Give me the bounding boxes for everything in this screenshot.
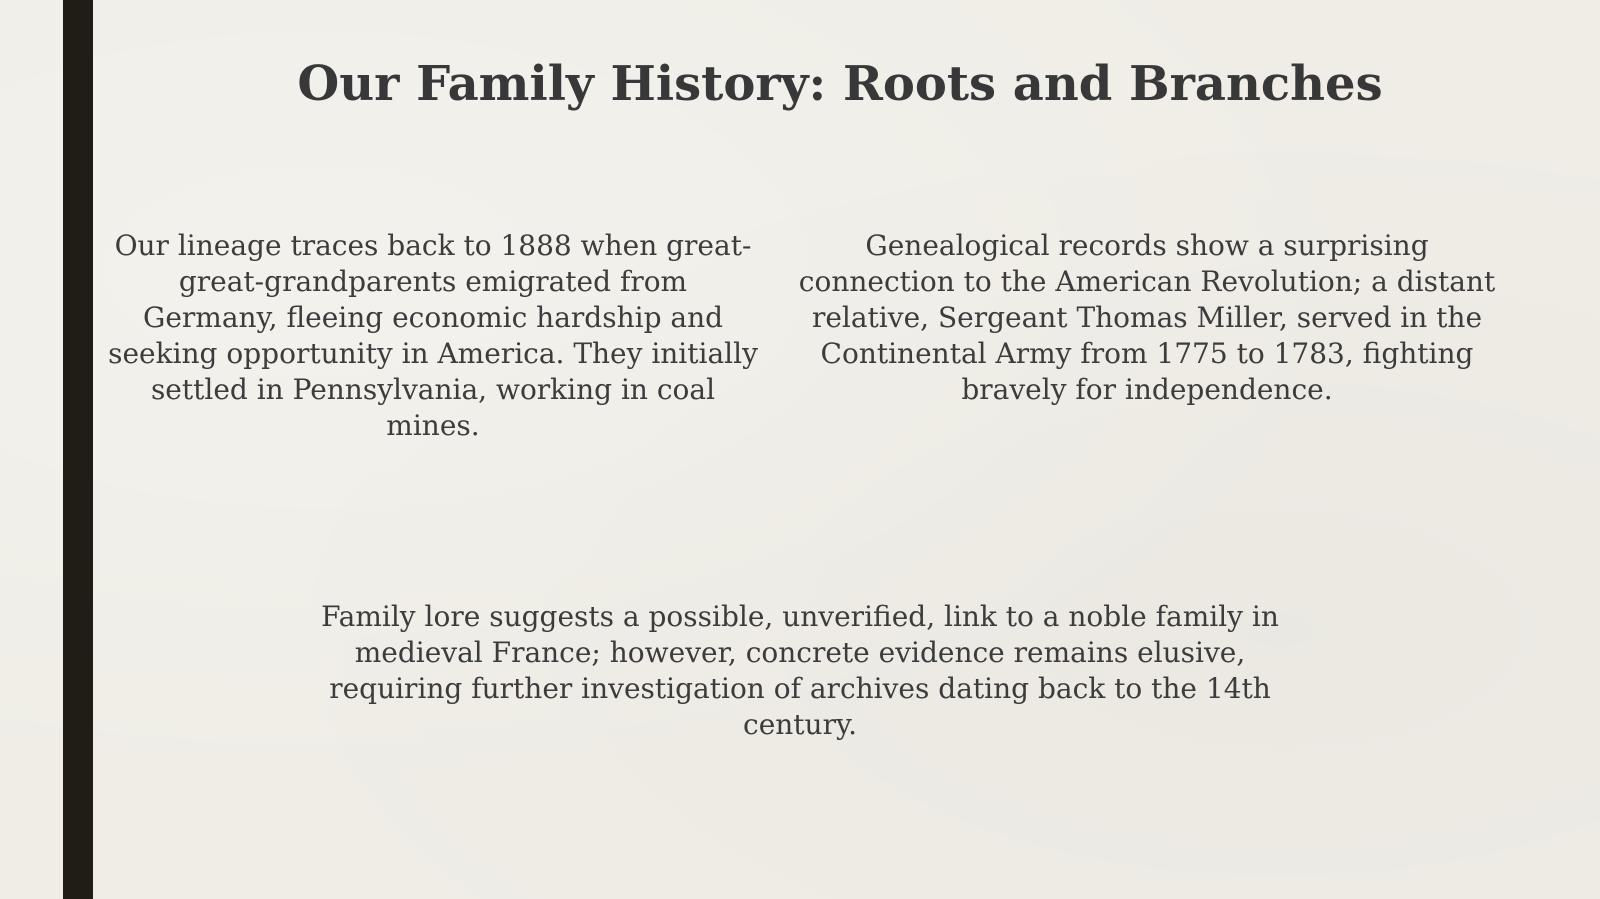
- accent-side-bar: [63, 0, 93, 899]
- paragraph-emigration: Our lineage traces back to 1888 when great-great-grandparents emigrated from Germany, fleeing economic hardship and seeking opportunity in America. They initially settled in Pennsylvania, working in coal mines.: [108, 229, 758, 442]
- paragraph-revolution: Genealogical records show a surprising connection to the American Revolution; a distant relative, Sergeant Thomas Miller, served in the Continental Army from 1775 to 1783, fighting bravely for independence.: [798, 229, 1496, 406]
- slide-title: Our Family History: Roots and Branches: [297, 56, 1383, 112]
- paragraph-family-lore: Family lore suggests a possible, unverified, link to a noble family in medieval France; however, concrete evidence remains elusive, requiring further investigation of archives dating back to the 14th century.: [321, 600, 1279, 741]
